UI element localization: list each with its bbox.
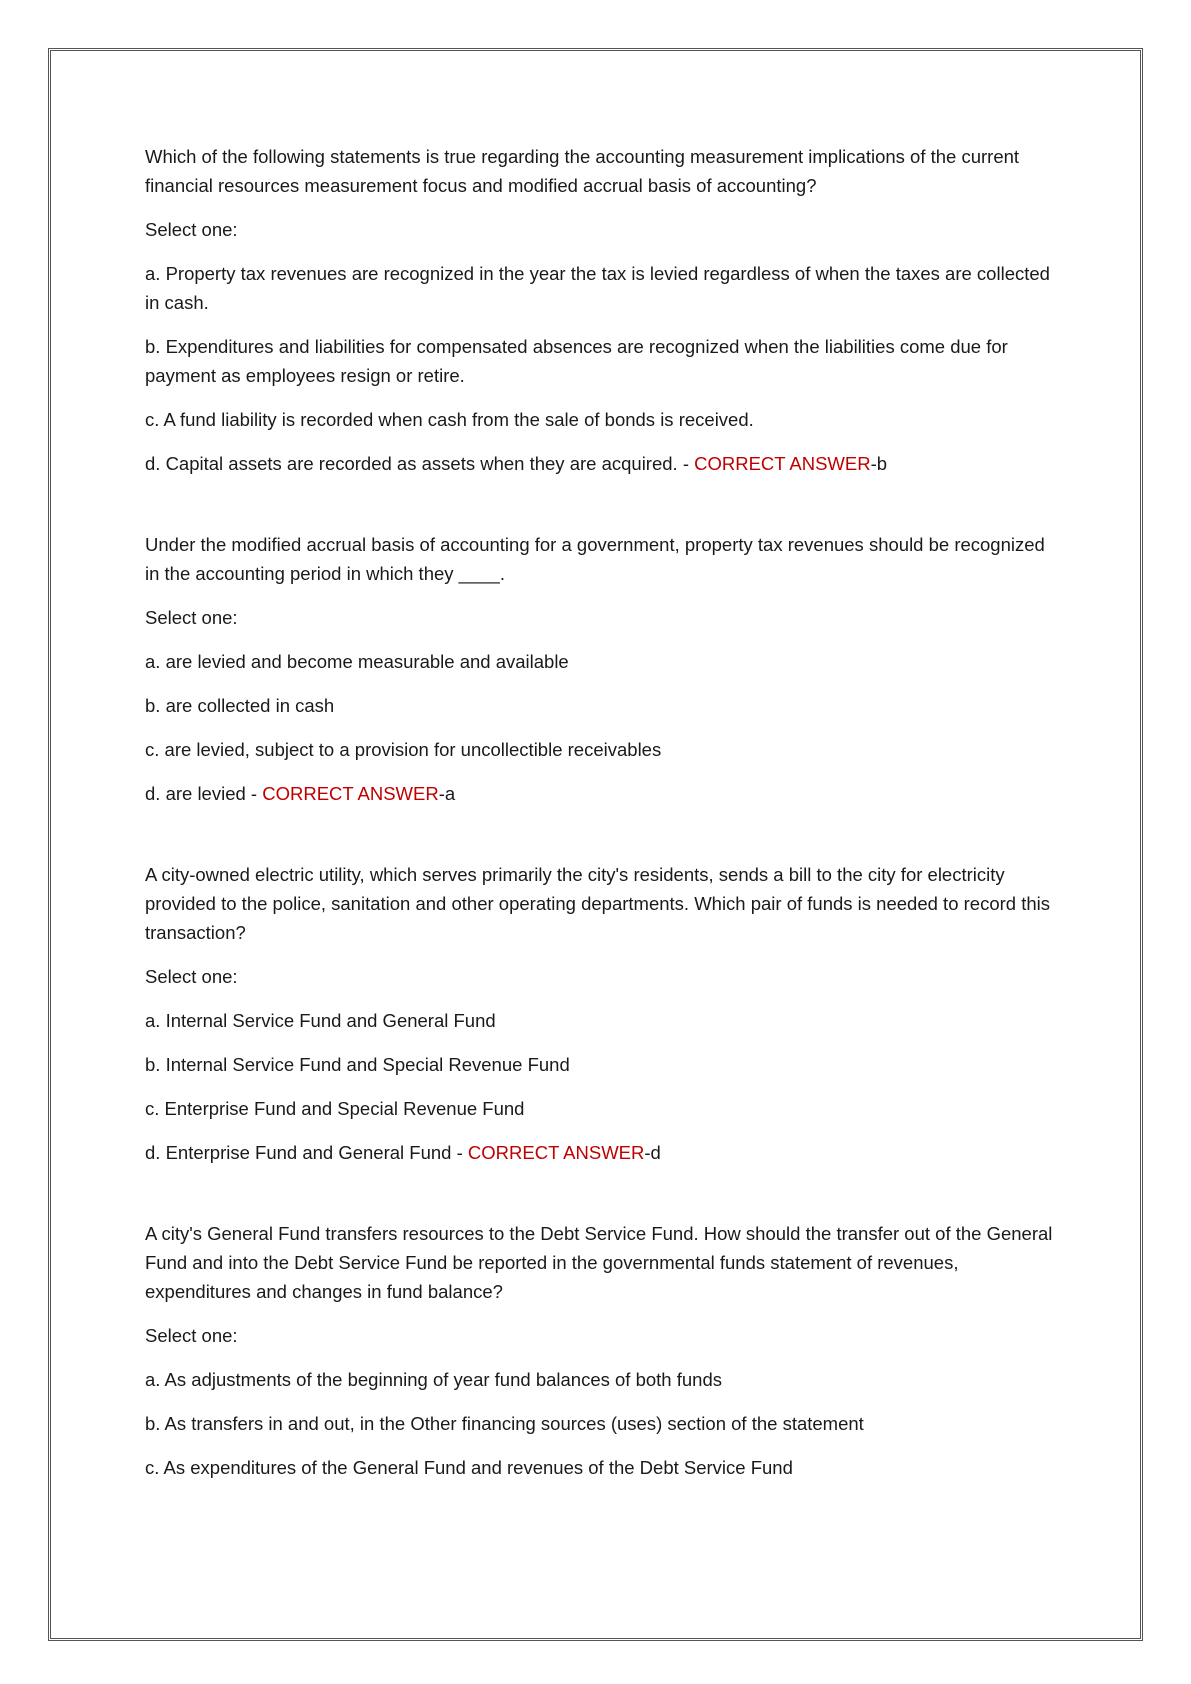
correct-answer-label: CORRECT ANSWER — [467, 1142, 645, 1163]
select-one-label: Select one: — [145, 1325, 238, 1346]
option-a: a. As adjustments of the beginning of year fund balances of both funds — [145, 1369, 722, 1390]
question-2 — [145, 530, 1060, 808]
option-b: b. Internal Service Fund and Special Revenue Fund — [145, 1054, 570, 1075]
option-d-text: d. are levied - — [145, 783, 263, 804]
question-text: Which of the following statements is true regarding the accounting measurement implications of the current financial resources measurement focus and modified accrual basis of accounting? — [145, 146, 1020, 196]
option-d — [145, 1138, 1060, 1167]
question-1 — [145, 142, 1060, 478]
document-content — [145, 142, 1060, 1534]
option-d — [145, 449, 1060, 478]
option-a: a. Internal Service Fund and General Fund — [145, 1010, 496, 1031]
option-c: c. As expenditures of the General Fund and revenues of the Debt Service Fund — [145, 1457, 793, 1478]
option-c: c. A fund liability is recorded when cash from the sale of bonds is received. — [145, 409, 754, 430]
question-text: Under the modified accrual basis of accounting for a government, property tax revenues should be recognized in the accounting period in which they ____. — [145, 534, 1045, 584]
question-text: A city-owned electric utility, which serves primarily the city's residents, sends a bill to the city for electricity provided to the police, sanitation and other operating departments. Which pair of funds is needed to record this transaction? — [145, 864, 1050, 943]
select-one-label: Select one: — [145, 219, 238, 240]
question-3 — [145, 860, 1060, 1167]
question-4 — [145, 1219, 1060, 1482]
option-d — [145, 779, 1060, 808]
option-b: b. As transfers in and out, in the Other financing sources (uses) section of the statement — [145, 1413, 864, 1434]
option-a: a. Property tax revenues are recognized in the year the tax is levied regardless of when the taxes are collected in cash. — [145, 263, 1050, 313]
option-b: b. Expenditures and liabilities for compensated absences are recognized when the liabilities come due for payment as employees resign or retire. — [145, 336, 1008, 386]
correct-answer-value: -d — [644, 1142, 661, 1163]
correct-answer-value: -b — [870, 453, 888, 474]
select-one-label: Select one: — [145, 966, 238, 987]
correct-answer-label: CORRECT ANSWER — [262, 783, 439, 804]
question-text: A city's General Fund transfers resources to the Debt Service Fund. How should the transfer out of the General Fund and into the Debt Service Fund be reported in the governmental funds statement of revenues, expenditures and changes in fund balance? — [145, 1223, 1053, 1302]
correct-answer-label: CORRECT ANSWER — [694, 453, 871, 474]
option-c: c. Enterprise Fund and Special Revenue Fund — [145, 1098, 525, 1119]
option-c: c. are levied, subject to a provision for uncollectible receivables — [145, 739, 662, 760]
option-a: a. are levied and become measurable and available — [145, 651, 569, 672]
option-d-text: d. Capital assets are recorded as assets when they are acquired. - — [145, 453, 695, 474]
select-one-label: Select one: — [145, 607, 238, 628]
option-b: b. are collected in cash — [145, 695, 335, 716]
correct-answer-value: -a — [438, 783, 456, 804]
option-d-text: d. Enterprise Fund and General Fund - — [145, 1142, 468, 1163]
